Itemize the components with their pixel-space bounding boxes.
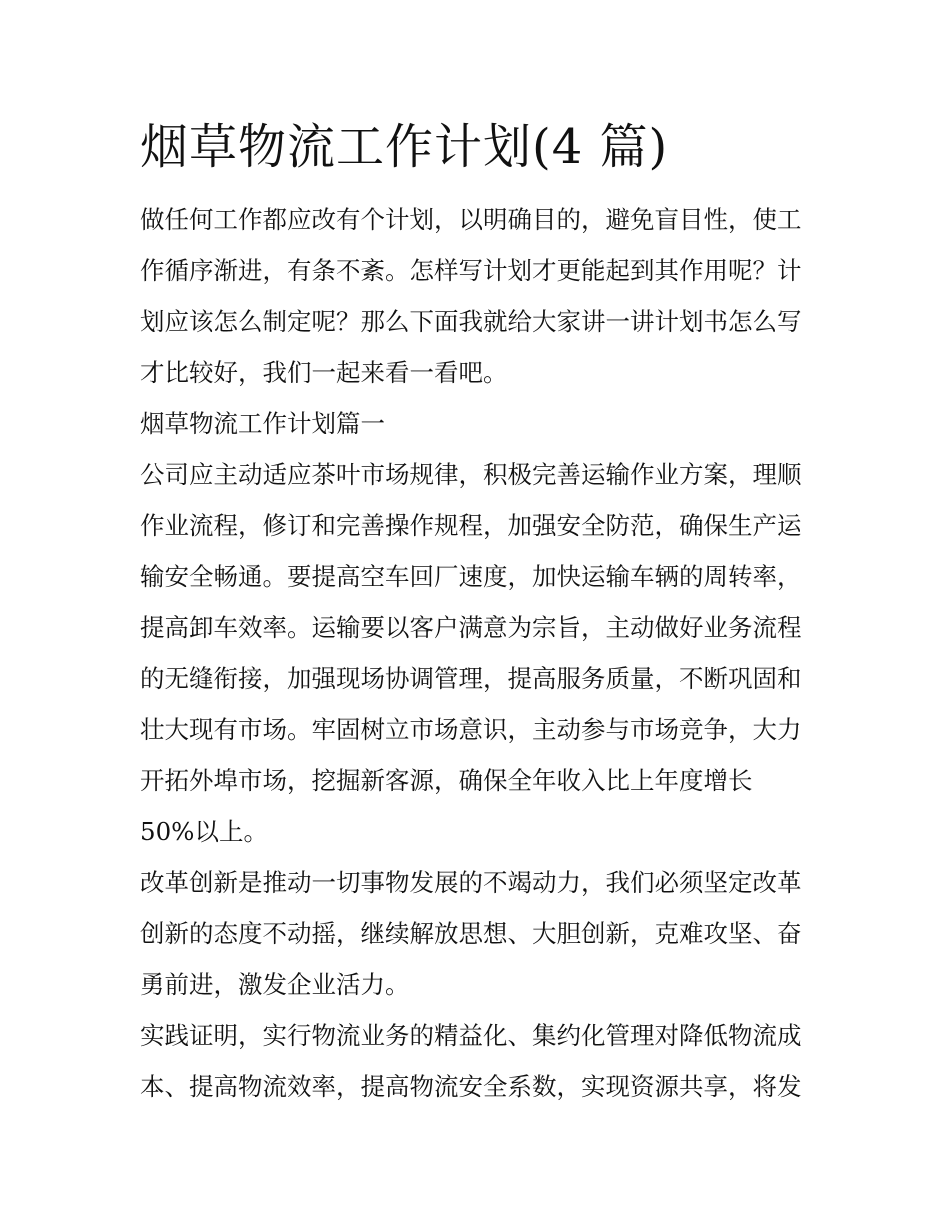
- text-line: 本、提高物流效率，提高物流安全系数，实现资源共享，将发: [140, 1072, 802, 1101]
- text-line: 改革创新是推动一切事物发展的不竭动力，我们必须坚定改革: [140, 868, 802, 897]
- text-line: 做任何工作都应改有个计划，以明确目的，避免盲目性，使工: [140, 205, 802, 234]
- document-page: [140, 112, 812, 1112]
- text-line: 划应该怎么制定呢？那么下面我就给大家讲一讲计划书怎么写: [140, 307, 802, 336]
- text-line: 作循序渐进，有条不紊。怎样写计划才更能起到其作用呢？计: [140, 256, 802, 285]
- document-title: 烟草物流工作计划(4 篇): [140, 119, 669, 175]
- text-line: 创新的态度不动摇，继续解放思想、大胆创新，克难攻坚、奋: [140, 919, 802, 948]
- document-body: [140, 194, 812, 1112]
- text-line: 50%以上。: [140, 817, 268, 846]
- text-line: 公司应主动适应茶叶市场规律，积极完善运输作业方案，理顺: [140, 460, 802, 489]
- section-heading: 烟草物流工作计划篇一: [140, 409, 385, 438]
- text-line: 实践证明，实行物流业务的精益化、集约化管理对降低物流成: [140, 1021, 802, 1050]
- text-line: 才比较好，我们一起来看一看吧。: [140, 358, 508, 387]
- text-line: 输安全畅通。要提高空车回厂速度，加快运输车辆的周转率，: [140, 562, 802, 591]
- text-line: 作业流程，修订和完善操作规程，加强安全防范，确保生产运: [140, 511, 802, 540]
- text-line: 的无缝衔接，加强现场协调管理，提高服务质量，不断巩固和: [140, 664, 802, 693]
- text-line: 开拓外埠市场，挖掘新客源，确保全年收入比上年度增长: [140, 766, 753, 795]
- text-line: 勇前进，激发企业活力。: [140, 970, 410, 999]
- text-line: 提高卸车效率。运输要以客户满意为宗旨，主动做好业务流程: [140, 613, 802, 642]
- text-line: 壮大现有市场。牢固树立市场意识，主动参与市场竞争，大力: [140, 715, 802, 744]
